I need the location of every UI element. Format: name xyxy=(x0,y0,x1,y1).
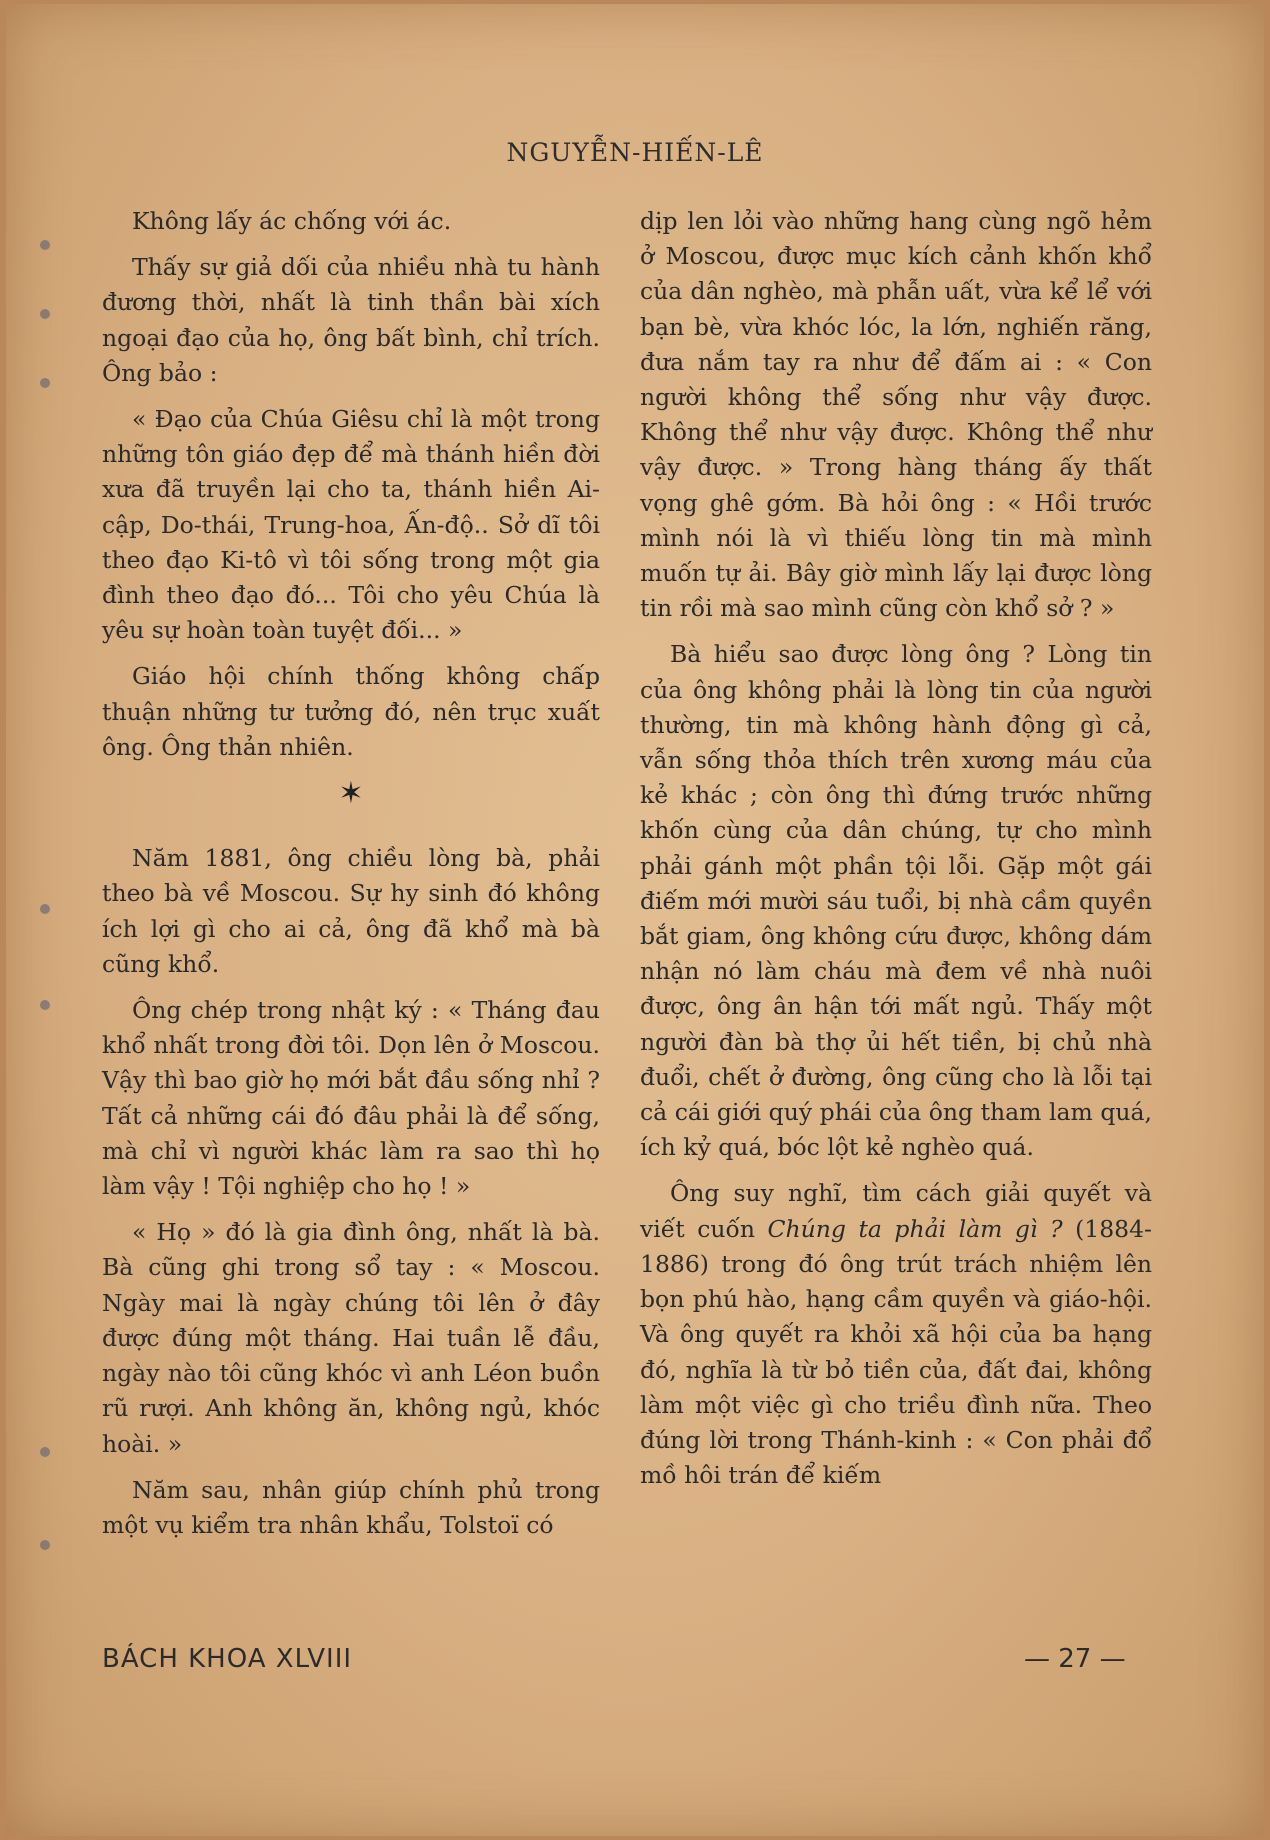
margin-mark xyxy=(40,1000,50,1010)
left-column xyxy=(102,204,600,1554)
book-title: Chúng ta phải làm gì ? xyxy=(767,1214,1063,1243)
scanned-page xyxy=(6,4,1264,1836)
paragraph: dịp len lỏi vào những hang cùng ngõ hẻm ở Moscou, được mục kích cảnh khốn khổ của dân nghèo, mà phẫn uất, vừa kể lể với bạn bè, vừa khóc lóc, la lớn, nghiến răng, đưa nắm tay ra như để đấm ai : « Con người không thể sống như vậy được. Không thể như vậy được. Không thể như vậy được. » Trong hàng tháng ấy thất vọng ghê gớm. Bà hỏi ông : « Hồi trước mình nói là vì thiếu lòng tin mà mình muốn tự ải. Bây giờ mình lấy lại được lòng tin rồi mà sao mình cũng còn khổ sở ? » xyxy=(640,207,1152,623)
margin-mark xyxy=(40,1540,50,1550)
paragraph: Năm 1881, ông chiều lòng bà, phải theo bà về Moscou. Sự hy sinh đó không ích lợi gì cho ai cả, ông đã khổ mà bà cũng khổ. xyxy=(102,844,600,978)
paragraph xyxy=(640,1176,1152,1493)
paragraph-text: Ông suy nghĩ, tìm cách giải quyết và viết cuốn xyxy=(640,1179,1152,1243)
margin-mark xyxy=(40,309,50,319)
paragraph: « Họ » đó là gia đình ông, nhất là bà. Bà cũng ghi trong sổ tay : « Moscou. Ngày mai là ngày chúng tôi lên ở đây được đúng một tháng. Hai tuần lễ đầu, ngày nào tôi cũng khóc vì anh Léon buồn rũ rượi. Anh không ăn, không ngủ, khóc hoài. » xyxy=(102,1218,600,1458)
paragraph: Bà hiểu sao được lòng ông ? Lòng tin của ông không phải là lòng tin của người thường, tin mà không hành động gì cả, vẫn sống thỏa thích trên xương máu của kẻ khác ; còn ông thì đứng trước những khốn cùng của dân chúng, tự cho mình phải gánh một phần tội lỗi. Gặp một gái điếm mới mười sáu tuổi, bị nhà cầm quyền bắt giam, ông không cứu được, không dám nhận nó làm cháu mà đem về nhà nuôi được, ông ân hận tới mất ngủ. Thấy một người đàn bà thợ ủi hết tiền, bị chủ nhà đuổi, chết ở đường, ông cũng cho là lỗi tại cả cái giới quý phái của ông tham lam quá, ích kỷ quá, bóc lột kẻ nghèo quá. xyxy=(640,640,1152,1162)
section-separator: ✶ xyxy=(338,776,364,812)
margin-mark xyxy=(40,904,50,914)
margin-mark xyxy=(40,240,50,250)
paragraph: Giáo hội chính thống không chấp thuận những tư tưởng đó, nên trục xuất ông. Ông thản nhiên. xyxy=(102,662,600,761)
margin-mark xyxy=(40,1447,50,1457)
paragraph-text: (1884-1886) trong đó ông trút trách nhiệm lên bọn phú hào, hạng cầm quyền và giáo-hội. Và ông quyết ra khỏi xã hội của ba hạng đó, nghĩa là từ bỏ tiền của, đất đai, không làm một việc gì cho triều đình nữa. Theo đúng lời trong Thánh-kinh : « Con phải đổ mồ hôi trán để kiếm xyxy=(640,1214,1152,1490)
paragraph: « Đạo của Chúa Giêsu chỉ là một trong những tôn giáo đẹp để mà thánh hiền đời xưa đã truyền lại cho ta, thánh hiền Ai-cập, Do-thái, Trung-hoa, Ấn-độ.. Sở dĩ tôi theo đạo Ki-tô vì tôi sống trong một gia đình theo đạo đó... Tôi cho yêu Chúa là yêu sự hoàn toàn tuyệt đối... » xyxy=(102,405,600,645)
page-number: — 27 — xyxy=(1024,1644,1126,1674)
running-header-author: NGUYỄN-HIẾN-LÊ xyxy=(506,138,764,167)
paragraph: Ông chép trong nhật ký : « Tháng đau khổ nhất trong đời tôi. Dọn lên ở Moscou. Vậy thì bao giờ họ mới bắt đầu sống nhỉ ? Tất cả những cái đó đâu phải là để sống, mà chỉ vì người khác làm ra sao thì họ làm vậy ! Tội nghiệp cho họ ! » xyxy=(102,996,600,1201)
right-column xyxy=(640,204,1152,1504)
paragraph: Không lấy ác chống với ác. xyxy=(132,207,452,235)
paragraph: Năm sau, nhân giúp chính phủ trong một vụ kiểm tra nhân khẩu, Tolstoï có xyxy=(102,1475,600,1539)
paragraph: Thấy sự giả dối của nhiều nhà tu hành đương thời, nhất là tinh thần bài xích ngoại đạo của họ, ông bất bình, chỉ trích. Ông bảo : xyxy=(102,253,600,387)
magazine-name: BÁCH KHOA XLVIII xyxy=(102,1644,353,1674)
margin-mark xyxy=(40,378,50,388)
